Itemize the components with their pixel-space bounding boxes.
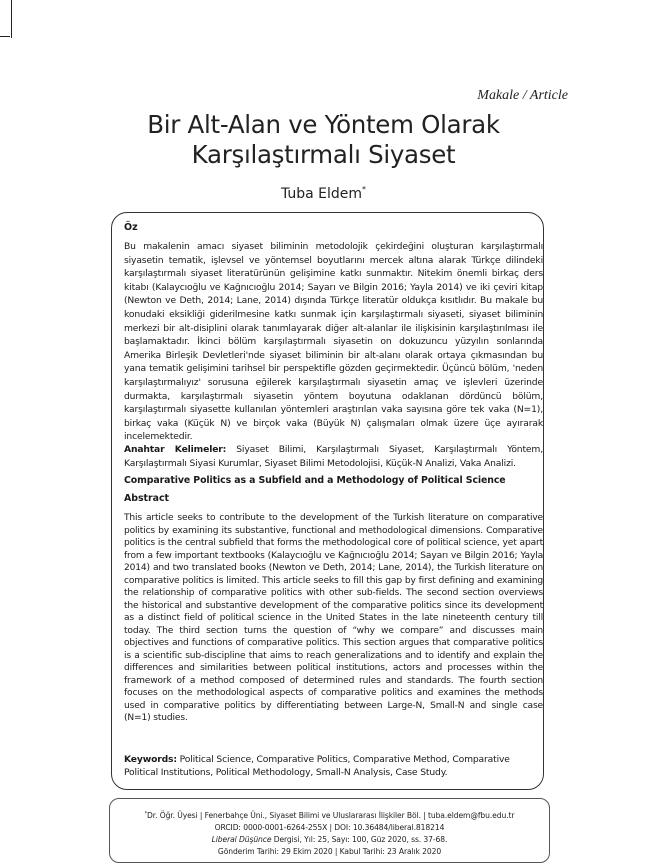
english-keywords-label: Keywords: [124, 754, 177, 765]
journal-name: Liberal Düşünce [211, 835, 272, 844]
article-type-label: Makale / Article [477, 88, 568, 103]
english-keywords-text: Political Science, Comparative Politics, Comparative Method, Comparative Political Institutions, Political Methodology, Small-N Analysis, Case Study. [124, 754, 510, 778]
author-footnote-mark: * [362, 185, 367, 194]
turkish-keywords [124, 443, 543, 470]
footnote-affiliation-text: Dr. Öğr. Üyesi | Fenerbahçe Üni., Siyaset Bilimi ve Uluslararası İlişkiler Böl. | tuba.eldem@fbu.edu.tr [147, 811, 515, 820]
turkish-abstract: Bu makalenin amacı siyaset biliminin metodolojik çekirdeğini oluşturan karşılaştırmalı siyasetin tematik, işlevsel ve yöntemsel boyutlarını mercek altına alarak Türkçe dilindeki karşılaştırmalı siyaset literatürünün gelişimine katkı sunmaktır. Nitekim önemli birkaç ders kitabı (Kalaycıoğlu ve Kağnıcıoğlu 2014; Sayarı ve Bilgin 2016; Yayla 2014) ve iki çeviri kitap (Newton ve Deth, 2014; Lane, 2014) dışında Türkçe literatür oldukça kısıtlıdır. Bu makale bu konudaki eksikliği giderilmesine katkı sunmak için karşılaştırmalı siyaseti, siyaset biliminin merkezi bir alt-disiplini olarak tanımlayarak diğer alt-alanlar ile ilişkisinin karşılaştırılması ile başlamaktadır. İkinci bölüm karşılaştırmalı siyasetin on dokuzuncu yüzyılın sonlarında Amerika Birleşik Devletleri'nde siyaset biliminin bir alt-alanı olarak ortaya çıkmasından bu yana tematik gelişimini tarihsel bir perspektifle gözden geçirmektedir. Üçüncü bölüm, 'neden karşılaştırmalıyız' sorusuna eğilerek karşılaştırmalı siyasetin amaç ve işlevleri üzerinde durmakta, karşılaştırmalı siyasetin yöntem boyutuna odaklanan dördüncü bölüm, karşılaştırmalı siyasette kullanılan yöntemleri araştırılan vaka sayısına göre tek vaka (N=1), birkaç vaka (Küçük N) ve birçok vaka (Büyük N) çalışmaları olmak üzere üçe ayırarak incelemektedir. [124, 241, 543, 443]
english-abstract: This article seeks to contribute to the development of the Turkish literature on comparative politics by examining its substantive, functional and methodological dimensions. Comparative politics is the central subfield that forms the methodological core of political science, yet apart from a few important textbooks (Kalaycıoğlu ve Kağnıcıoğlu 2014; Sayarı ve Bilgin 2016; Yayla 2014) and two translated books (Newton ve Deth, 2014; Lane, 2014), the Turkish literature on comparative politics is limited. This article seeks to fill this gap by first defining and examining the relationship of comparative politics with other sub-fields. The second section overviews the historical and substantive development of the comparative politics since its development as a distinct field of political science in the United States in the late nineteenth century till today. The third section turns the question of “why we compare” and discusses main objectives and functions of comparative politics. This section argues that comparative politics is a scientific sub-discipline that aims to reach generalizations and to identify and explain the differences and similarities between political institutions, actors and processes within the framework of a method composed of determined rules and standards. The fourth section focuses on the methodological aspects of comparative politics and examines the methods used in comparative politics by differentiating between Large-N, Small-N and single case (N=1) studies. [124, 513, 543, 723]
author-name [0, 185, 647, 202]
article-title [0, 110, 647, 170]
crop-mark-horizontal [0, 36, 10, 37]
english-title: Comparative Politics as a Subfield and a Methodology of Political Science [124, 475, 506, 486]
footnote-orcid-doi: ORCID: 0000-0001-6264-255X | DOI: 10.36484/liberal.818214 [214, 823, 445, 832]
title-line-2: Karşılaştırmalı Siyaset [191, 140, 456, 169]
journal-details: Dergisi, Yıl: 25, Sayı: 100, Güz 2020, ss. 37-68. [271, 835, 448, 844]
turkish-keywords-text: Siyaset Bilimi, Karşılaştırmalı Siyaset, Karşılaştırmalı Yöntem, Karşılaştırmalı Siyasi Kurumlar, Siyaset Bilimi Metodolojisi, Küçük-N Analizi, Vaka Analizi. [124, 444, 543, 469]
oz-heading: Öz [124, 222, 138, 233]
title-line-1: Bir Alt-Alan ve Yöntem Olarak [147, 110, 500, 139]
abstract-heading: Abstract [124, 493, 170, 504]
author-name-text: Tuba Eldem [280, 186, 363, 202]
turkish-keywords-label: Anahtar Kelimeler: [124, 444, 227, 455]
footnote-affiliation [109, 811, 550, 820]
crop-mark-vertical [11, 0, 12, 38]
footnote-mark: * [144, 811, 147, 817]
english-keywords [124, 753, 543, 779]
footnote-dates: Gönderim Tarihi: 29 Ekim 2020 | Kabul Tarihi: 23 Aralık 2020 [217, 847, 442, 856]
footnote-journal [109, 835, 550, 844]
